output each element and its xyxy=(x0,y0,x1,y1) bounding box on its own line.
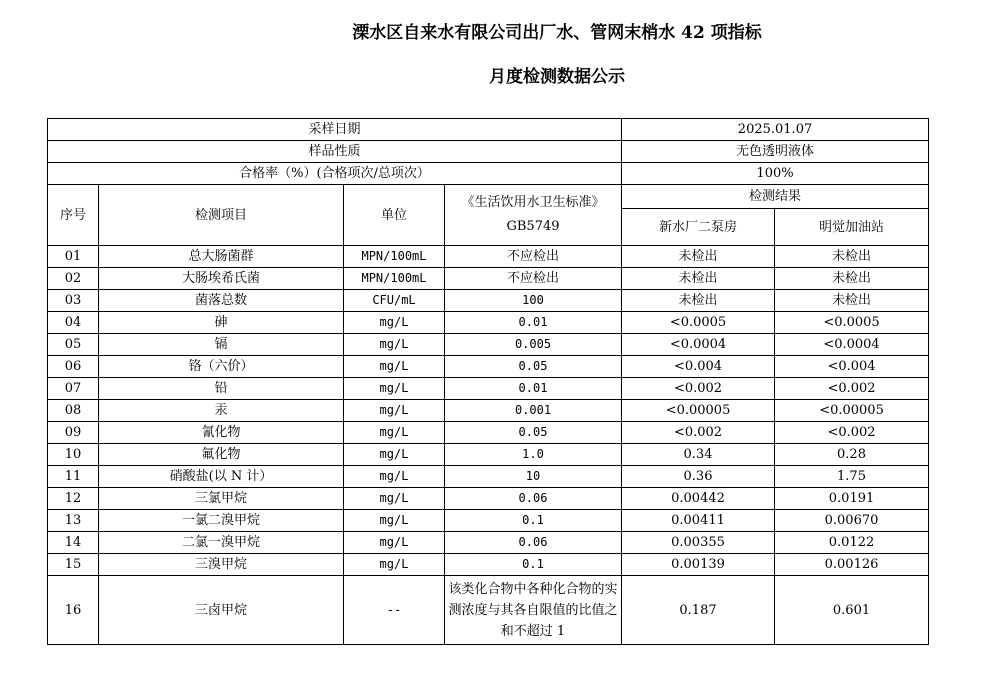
row-index: 12 xyxy=(48,488,99,510)
table-row xyxy=(48,268,929,290)
row-standard: 该类化合物中各种化合物的实测浓度与其各自限值的比值之和不超过 1 xyxy=(445,576,622,645)
row-index: 07 xyxy=(48,378,99,400)
table-row xyxy=(48,400,929,422)
table-row xyxy=(48,312,929,334)
header-results: 检测结果 xyxy=(622,185,929,209)
row-index: 13 xyxy=(48,510,99,532)
row-item: 三氯甲烷 xyxy=(99,488,344,510)
row-standard: 100 xyxy=(445,290,622,312)
row-standard: 10 xyxy=(445,466,622,488)
row-unit: mg/L xyxy=(344,422,445,444)
document-title: 溧水区自来水有限公司出厂水、管网末梢水 42 项指标 xyxy=(352,23,762,43)
table-row xyxy=(48,378,929,400)
row-unit: mg/L xyxy=(344,466,445,488)
row-standard: 不应检出 xyxy=(445,246,622,268)
sampling-date-label: 采样日期 xyxy=(48,119,622,141)
row-result-site2: 0.00126 xyxy=(775,554,929,576)
row-index: 04 xyxy=(48,312,99,334)
row-standard: 0.01 xyxy=(445,312,622,334)
row-standard: 0.01 xyxy=(445,378,622,400)
row-index: 08 xyxy=(48,400,99,422)
row-result-site1: 未检出 xyxy=(622,290,775,312)
row-standard: 0.001 xyxy=(445,400,622,422)
row-result-site2: 0.28 xyxy=(775,444,929,466)
row-result-site1: 0.00411 xyxy=(622,510,775,532)
row-item: 汞 xyxy=(99,400,344,422)
row-unit: CFU/mL xyxy=(344,290,445,312)
row-index: 05 xyxy=(48,334,99,356)
row-result-site2: 未检出 xyxy=(775,268,929,290)
row-standard: 1.0 xyxy=(445,444,622,466)
row-standard: 0.05 xyxy=(445,422,622,444)
row-result-site1: <0.002 xyxy=(622,422,775,444)
table-row xyxy=(48,422,929,444)
header-index: 序号 xyxy=(48,185,99,246)
row-unit: mg/L xyxy=(344,400,445,422)
table-row xyxy=(48,488,929,510)
row-result-site1: <0.004 xyxy=(622,356,775,378)
row-result-site1: 0.34 xyxy=(622,444,775,466)
row-result-site2: <0.002 xyxy=(775,378,929,400)
row-result-site1: <0.0004 xyxy=(622,334,775,356)
row-item: 氟化物 xyxy=(99,444,344,466)
row-index: 14 xyxy=(48,532,99,554)
row-result-site2: 0.601 xyxy=(775,576,929,645)
row-index: 16 xyxy=(48,576,99,645)
row-item: 硝酸盐(以 N 计） xyxy=(99,466,344,488)
sample-nature-row xyxy=(48,141,929,163)
row-index: 03 xyxy=(48,290,99,312)
row-item: 铅 xyxy=(99,378,344,400)
row-result-site2: <0.004 xyxy=(775,356,929,378)
row-item: 三溴甲烷 xyxy=(99,554,344,576)
row-result-site1: 0.00442 xyxy=(622,488,775,510)
row-standard: 不应检出 xyxy=(445,268,622,290)
row-standard: 0.1 xyxy=(445,554,622,576)
table-row xyxy=(48,246,929,268)
row-result-site2: <0.0004 xyxy=(775,334,929,356)
header-item: 检测项目 xyxy=(99,185,344,246)
row-result-site1: <0.002 xyxy=(622,378,775,400)
row-result-site1: <0.00005 xyxy=(622,400,775,422)
row-unit: MPN/100mL xyxy=(344,268,445,290)
header-standard-line2: GB5749 xyxy=(506,219,560,234)
row-item: 菌落总数 xyxy=(99,290,344,312)
row-index: 10 xyxy=(48,444,99,466)
header-standard xyxy=(445,185,622,246)
row-result-site2: <0.00005 xyxy=(775,400,929,422)
sampling-date-row xyxy=(48,119,929,141)
row-index: 06 xyxy=(48,356,99,378)
row-unit: mg/L xyxy=(344,488,445,510)
sample-nature-value: 无色透明液体 xyxy=(622,141,929,163)
row-unit: MPN/100mL xyxy=(344,246,445,268)
header-unit: 单位 xyxy=(344,185,445,246)
table-row xyxy=(48,334,929,356)
document-subtitle: 月度检测数据公示 xyxy=(489,67,625,87)
table-row xyxy=(48,444,929,466)
row-index: 02 xyxy=(48,268,99,290)
row-standard: 0.05 xyxy=(445,356,622,378)
row-unit: mg/L xyxy=(344,444,445,466)
table-row xyxy=(48,576,929,645)
row-unit: mg/L xyxy=(344,510,445,532)
row-unit: -- xyxy=(344,576,445,645)
row-standard: 0.06 xyxy=(445,532,622,554)
row-item: 镉 xyxy=(99,334,344,356)
table-row xyxy=(48,532,929,554)
row-result-site2: 1.75 xyxy=(775,466,929,488)
sample-nature-label: 样品性质 xyxy=(48,141,622,163)
row-unit: mg/L xyxy=(344,334,445,356)
row-standard: 0.1 xyxy=(445,510,622,532)
row-result-site2: 0.0122 xyxy=(775,532,929,554)
table-row xyxy=(48,510,929,532)
header-site2: 明觉加油站 xyxy=(775,209,929,246)
row-item: 三卤甲烷 xyxy=(99,576,344,645)
row-result-site2: 未检出 xyxy=(775,246,929,268)
header-standard-line1: 《生活饮用水卫生标准》 xyxy=(461,195,605,210)
sampling-date-value: 2025.01.07 xyxy=(622,119,929,141)
row-result-site1: 未检出 xyxy=(622,246,775,268)
pass-rate-row xyxy=(48,163,929,185)
row-item: 一氯二溴甲烷 xyxy=(99,510,344,532)
row-result-site2: 0.00670 xyxy=(775,510,929,532)
table-row xyxy=(48,290,929,312)
row-result-site2: 0.0191 xyxy=(775,488,929,510)
row-item: 大肠埃希氏菌 xyxy=(99,268,344,290)
row-item: 氰化物 xyxy=(99,422,344,444)
row-standard: 0.06 xyxy=(445,488,622,510)
row-result-site2: <0.002 xyxy=(775,422,929,444)
row-unit: mg/L xyxy=(344,554,445,576)
row-result-site2: 未检出 xyxy=(775,290,929,312)
row-standard: 0.005 xyxy=(445,334,622,356)
row-unit: mg/L xyxy=(344,356,445,378)
pass-rate-value: 100% xyxy=(622,163,929,185)
header-row xyxy=(48,185,929,209)
row-result-site1: <0.0005 xyxy=(622,312,775,334)
row-item: 铬（六价） xyxy=(99,356,344,378)
row-index: 11 xyxy=(48,466,99,488)
pass-rate-label: 合格率（%）(合格项次/总项次） xyxy=(48,163,622,185)
row-unit: mg/L xyxy=(344,378,445,400)
header-site1: 新水厂二泵房 xyxy=(622,209,775,246)
row-item: 二氯一溴甲烷 xyxy=(99,532,344,554)
row-item: 总大肠菌群 xyxy=(99,246,344,268)
row-result-site2: <0.0005 xyxy=(775,312,929,334)
table-row xyxy=(48,554,929,576)
row-index: 01 xyxy=(48,246,99,268)
table-row xyxy=(48,466,929,488)
row-result-site1: 0.187 xyxy=(622,576,775,645)
row-item: 砷 xyxy=(99,312,344,334)
row-result-site1: 0.36 xyxy=(622,466,775,488)
row-unit: mg/L xyxy=(344,312,445,334)
water-quality-table xyxy=(47,118,929,645)
row-result-site1: 0.00355 xyxy=(622,532,775,554)
row-unit: mg/L xyxy=(344,532,445,554)
row-index: 15 xyxy=(48,554,99,576)
table-row xyxy=(48,356,929,378)
row-result-site1: 0.00139 xyxy=(622,554,775,576)
row-result-site1: 未检出 xyxy=(622,268,775,290)
row-index: 09 xyxy=(48,422,99,444)
